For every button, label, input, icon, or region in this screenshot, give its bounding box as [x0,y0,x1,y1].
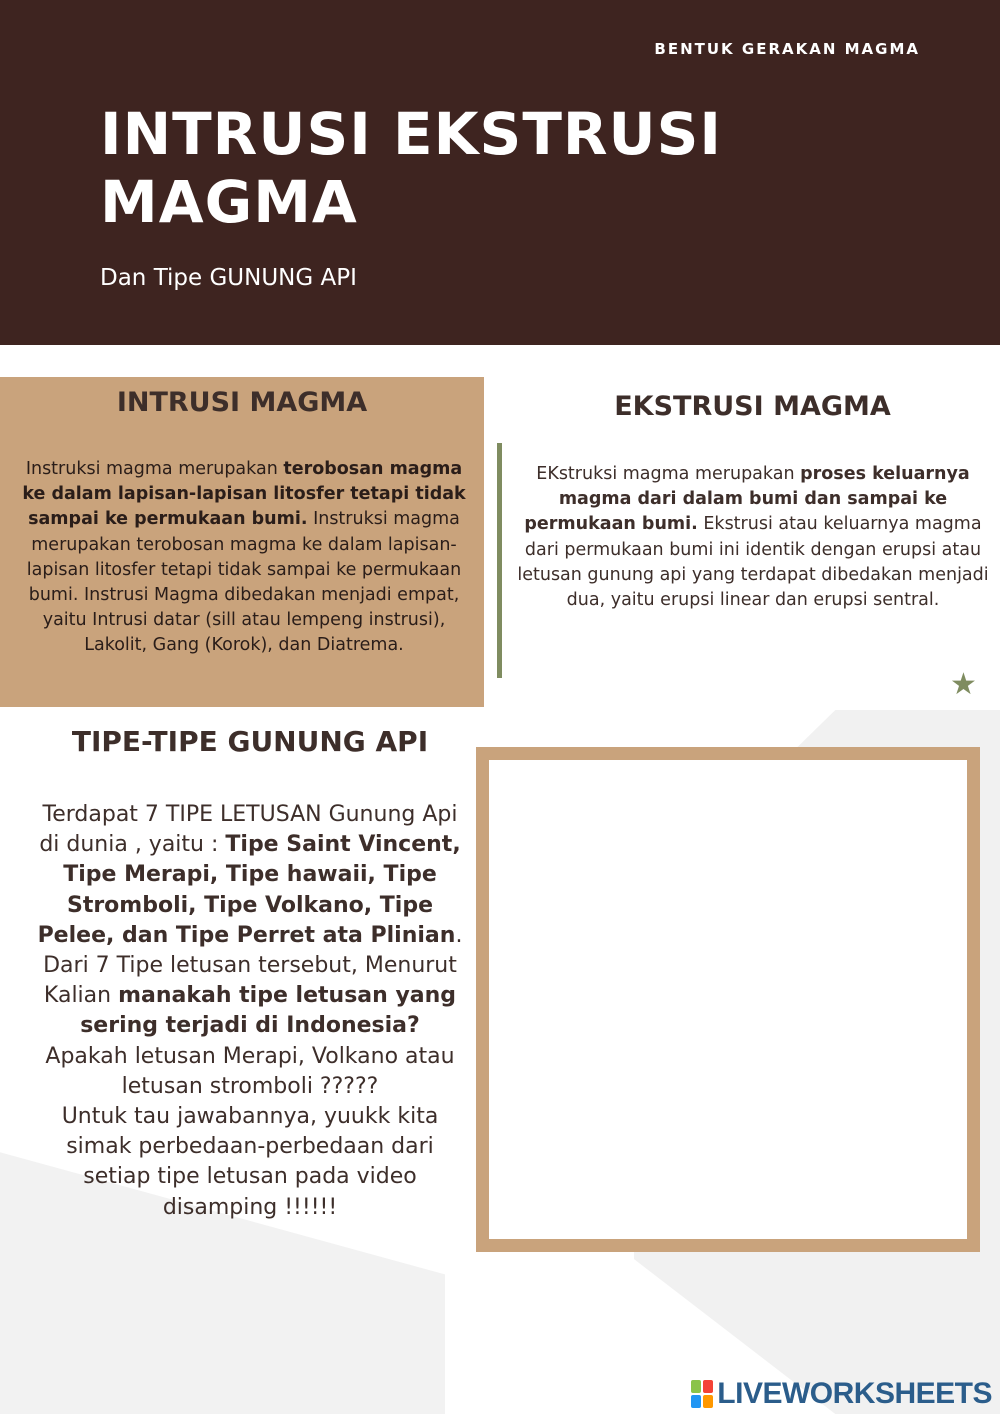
gunung-text-bold1: Tipe Saint Vincent, Tipe Merapi, Tipe hawaii, Tipe Stromboli, Tipe Volkano, Tipe Pelee, dan Tipe Perret ata Plinian [37,832,461,948]
gunung-text-part2: . Dari 7 Tipe letusan tersebut, Menurut Kalian [43,922,463,1009]
page-subtitle: Dan Tipe GUNUNG API [100,265,357,291]
gunung-text [35,800,465,1223]
page-title-line2: MAGMA [100,168,358,236]
watermark-text: LIVEWORKSHEETS [717,1377,992,1410]
ekstrusi-title: EKSTRUSI MAGMA [614,391,891,422]
video-frame[interactable] [476,747,980,1252]
gunung-text-part3: Apakah letusan Merapi, Volkano atau letusan stromboli ????? [45,1043,455,1099]
gunung-text-part1: Terdapat 7 TIPE LETUSAN Gunung Api di dunia , yaitu : [39,802,458,858]
page-title-line1: INTRUSI EKSTRUSI [100,100,722,168]
intrusi-text-bold: terobosan magma ke dalam lapisan-lapisan litosfer tetapi tidak sampai ke permukaan bumi. [22,459,466,530]
intrusi-text [14,457,474,659]
intrusi-section [0,377,484,707]
vertical-divider [497,443,502,678]
gunung-paragraph-1 [35,800,465,1042]
intrusi-text-part2: Instruksi magma merupakan terobosan magma ke dalam lapisan-lapisan litosfer tetapi tidak sampai ke permukaan bumi. Instrusi Magma dibedakan menjadi empat, yaitu Intrusi datar (sill atau lempeng instrusi), Lakolit, Gang (Korok), dan Diatrema. [26,509,462,656]
header-banner [0,0,1000,345]
page-title [100,100,860,236]
ekstrusi-text-bold: proses keluarnya magma dari dalam bumi dan sampai ke permukaan bumi. [524,464,970,535]
star-icon: ★ [950,667,977,702]
liveworksheets-logo-icon [691,1380,713,1408]
intrusi-title: INTRUSI MAGMA [116,387,368,418]
header-kicker: BENTUK GERAKAN MAGMA [654,40,920,58]
ekstrusi-text [512,462,994,613]
intrusi-text-part1: Instruksi magma merupakan [25,459,284,479]
liveworksheets-watermark [691,1376,992,1412]
ekstrusi-text-part2: Ekstrusi atau keluarnya magma dari permukaan bumi ini identik dengan erupsi atau letusan gunung api yang terdapat dibedakan menjadi dua, yaitu erupsi linear dan erupsi sentral. [517,514,989,611]
gunung-text-bold2: manakah tipe letusan yang sering terjadi di Indonesia? [80,983,457,1039]
ekstrusi-text-part1: EKstruksi magma merupakan [536,464,801,484]
gunung-title: TIPE-TIPE GUNUNG API [71,725,429,758]
gunung-text-part4: Untuk tau jawabannya, yuukk kita simak perbedaan-perbedaan dari setiap tipe letusan pada video disamping !!!!!! [61,1104,439,1220]
